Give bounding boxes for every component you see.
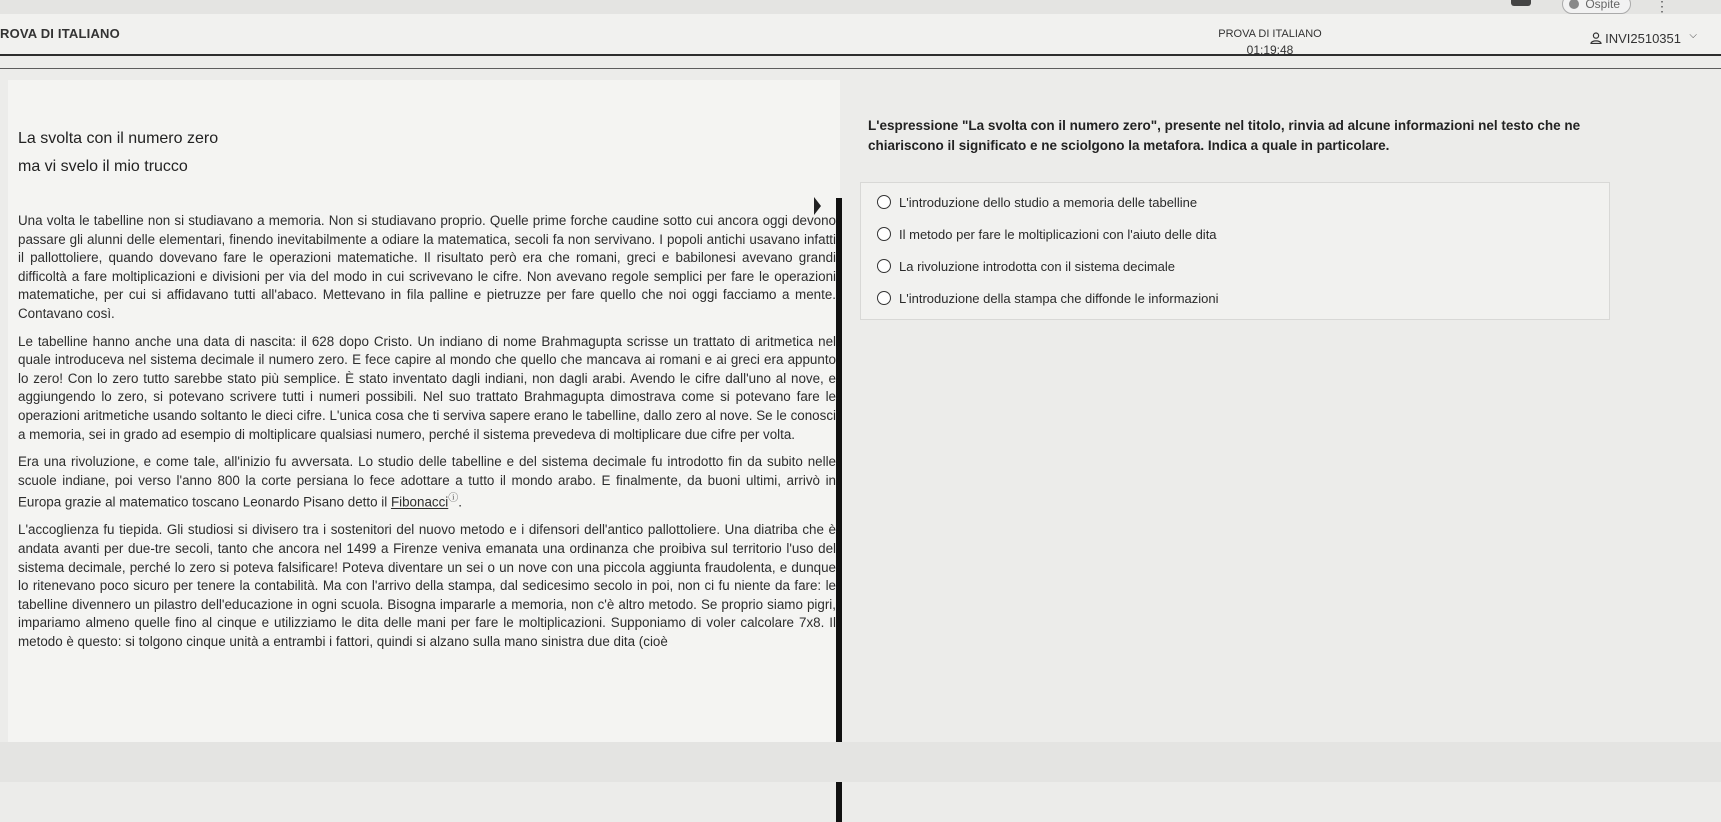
test-title: PROVA DI ITALIANO — [1218, 28, 1322, 40]
bottom-bar — [0, 742, 1721, 782]
paragraph: Una volta le tabelline non si studiavano a memoria. Non si studiavano proprio. Quelle prime forche caudine sotto cui ancora oggi devono passare gli alunni delle elementari, finendo inevitabilmente a odiare la matematica, secoli fa non servivano. I popoli antichi usavano infatti il pallottoliere, quando dovevano fare le operazioni matematiche. Il risultato però era che romani, greci e babilonesi avevano grandi difficoltà a fare moltiplicazioni e divisioni per via del modo in cui scrivevano le cifre. Non avevano regole semplici per fare le operazioni matematiche, per cui si affidavano tutti all'abaco. Mettevano in fila palline e pietruzze per fare quello che noi oggi facciamo a mente. Contavano così. — [18, 213, 836, 321]
reading-pane[interactable] — [8, 80, 840, 742]
profile-icon — [1569, 0, 1579, 9]
answer-option[interactable] — [877, 195, 1197, 210]
mouse-cursor-icon — [814, 197, 821, 215]
app-header — [0, 14, 1721, 56]
option-label: L'introduzione della stampa che diffonde le informazioni — [899, 291, 1219, 306]
header-left-title: ROVA DI ITALIANO — [0, 26, 120, 41]
header-center — [1210, 28, 1330, 57]
browser-chrome — [0, 0, 1721, 14]
option-label: Il metodo per fare le moltiplicazioni con l'aiuto delle dita — [899, 227, 1217, 242]
option-label: L'introduzione dello studio a memoria delle tabelline — [899, 195, 1198, 210]
option-label: La rivoluzione introdotta con il sistema decimale — [899, 259, 1176, 274]
article-body — [18, 212, 836, 661]
chevron-down-icon[interactable]: ⌵ — [1689, 30, 1697, 41]
paragraph: L'accoglienza fu tiepida. Gli studiosi si divisero tra i sostenitori del nuovo metodo e i difensori dell'antico pallottoliere. Una diatriba che è andata avanti per due-tre secoli, tanto che ancora nel 1499 a Firenze veniva emanata una ordinanza che proibiva sul territorio l'uso del sistema decimale, perché lo zero si poteva falsificare! Poteva diventare un sei o un nove con una piccola aggiunta fraudolenta, e dunque lo ritenevano poco sicuro per tenere la contabilità. Ma con l'arrivo della stampa, dal sedicesimo secolo in poi, non ci fu niente da fare: le tabelline divennero un pilastro dell'educazione in ogni scuola. Bisogna impararle a memoria, non c'è altro metodo. Se proprio siamo pigri, impariamo almeno quelle fino al cinque e utilizziamo le dita delle mani per fare le moltiplicazioni. Supponiamo di voler calcolare 7x8. Il metodo è questo: si tolgono cinque unità a entrambi i fattori, quindi si alzano sulla mano sinistra due dita (cioè — [18, 522, 836, 649]
fibonacci-link[interactable]: Fibonacci — [390, 494, 449, 510]
header-divider — [0, 68, 1721, 69]
question-text: L'espressione "La svolta con il numero zero", presente nel titolo, rinvia ad alcune informazioni nel testo che ne chiariscono il significato e ne sciolgono la metafora. Indica a quale in particolare. — [868, 118, 1581, 153]
guest-label: Ospite — [1585, 0, 1620, 11]
pane-splitter[interactable] — [836, 198, 842, 822]
user-menu[interactable] — [1590, 31, 1681, 46]
radio-button[interactable] — [877, 227, 891, 241]
article-subtitle: ma vi svelo il mio trucco — [18, 158, 188, 175]
answer-options — [860, 182, 1610, 320]
article-title: La svolta con il numero zero — [18, 130, 219, 147]
info-icon[interactable]: ⓘ — [448, 493, 459, 505]
guest-profile-button[interactable] — [1562, 0, 1631, 14]
answer-option[interactable] — [877, 291, 1219, 306]
timer: 01:19:48 — [1246, 43, 1294, 57]
paragraph: Le tabelline hanno anche una data di nascita: il 628 dopo Cristo. Un indiano di nome Brahmagupta scrisse un trattato di aritmetica nel quale introduceva nel sistema decimale il numero zero. E fece capire al mondo che quello che mancava ai romani e ai greci era appunto lo zero! Con lo zero tutto sarebbe stato più semplice. È stato inventato dagli indiani, non dagli arabi. Avendo le cifre dall'uno al nove, e aggiungendo lo zero, si potevano scrivere tutti i numeri possibili. Nel suo trattato Brahmagupta dimostrava come si potevano fare le operazioni aritmetiche usando soltanto le dieci cifre. L'unica cosa che ti serviva sapere erano le tabelline, dallo zero al nove. Se le conosci a memoria, sei in grado ad esempio di moltiplicare qualsiasi numero, perché il sistema prevedeva di moltiplicare due cifre per volta. — [18, 333, 836, 442]
answer-option[interactable] — [877, 227, 1217, 242]
radio-button[interactable] — [877, 195, 891, 209]
user-code: INVI2510351 — [1605, 31, 1681, 46]
answer-option[interactable] — [877, 259, 1175, 274]
question-pane — [848, 80, 1721, 742]
radio-button[interactable] — [877, 259, 891, 273]
paragraph-text: Era una rivoluzione, e come tale, all'inizio fu avversata. Lo studio delle tabelline e del sistema decimale fu introdotto fin da subito nelle scuole indiane, poi verso l'anno 800 la corte persiana lo fece adottare a tutto il mondo arabo. E finalmente, da buoni ultimi, arrivò in Europa grazie al matematico toscano Leonardo Pisano detto il — [18, 454, 836, 510]
user-icon — [1590, 32, 1602, 44]
radio-button[interactable] — [877, 291, 891, 305]
paragraph — [18, 453, 836, 512]
window-control — [1511, 0, 1531, 6]
link-tail: . — [458, 494, 462, 510]
kebab-menu-icon[interactable]: ⋮ — [1655, 0, 1669, 14]
